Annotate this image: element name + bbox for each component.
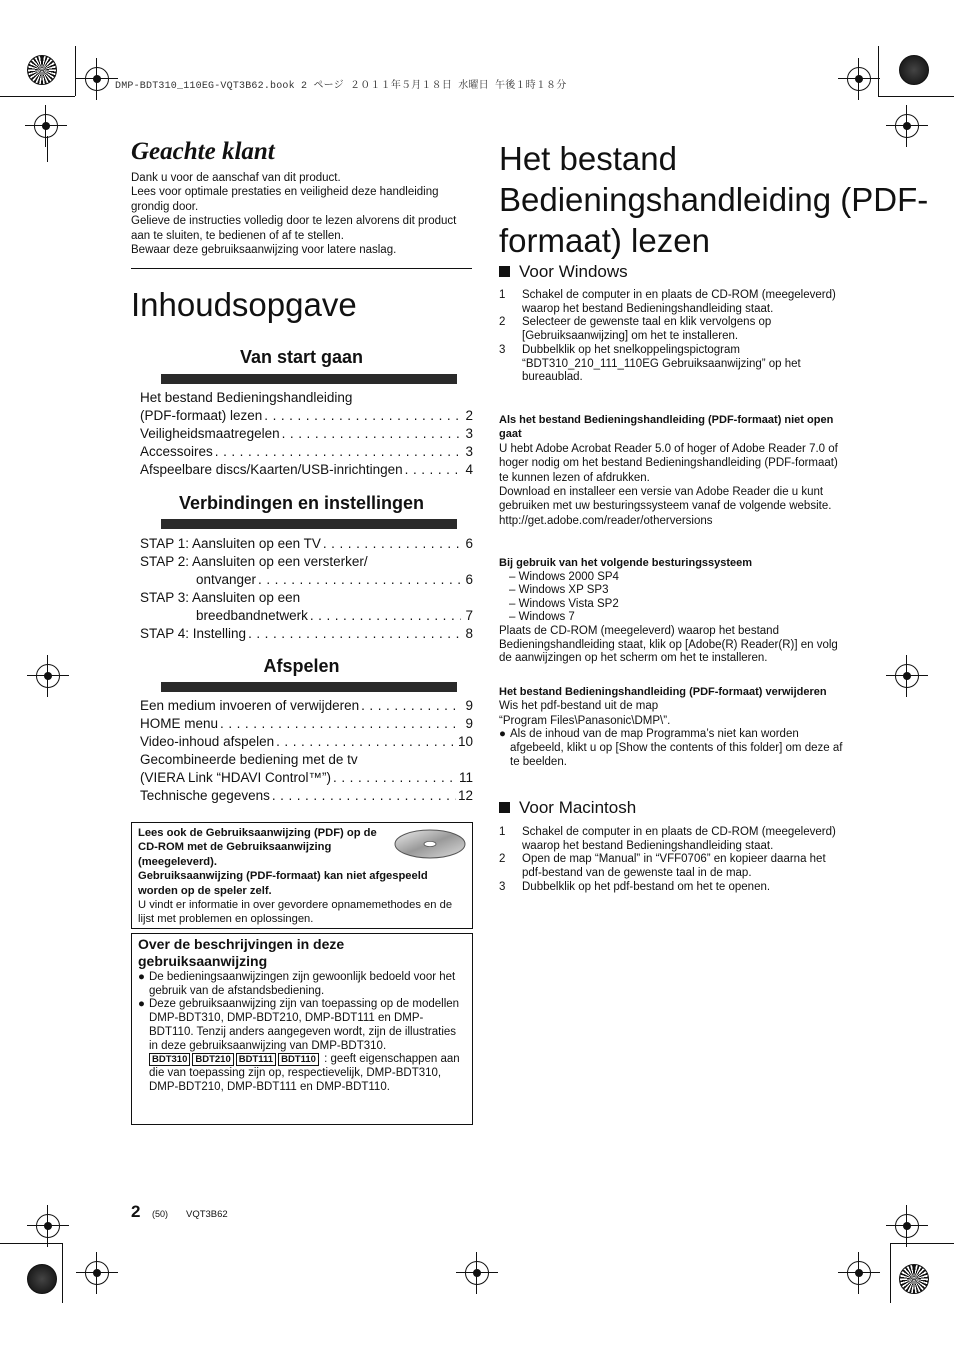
square-bullet-icon	[499, 802, 510, 813]
pdf-info-bold: Gebruiksaanwijzing (PDF-formaat) kan niet afgespeeld worden op de speler zelf.	[138, 870, 428, 897]
registration-mark-icon	[465, 1261, 489, 1285]
greeting-heading: Geachte klant	[131, 138, 275, 165]
step-number: 1	[499, 826, 506, 838]
toc-entry-text: (PDF-formaat) lezen	[140, 408, 263, 423]
toc-entry-text: Afspeelbare discs/Kaarten/USB-inrichtingen	[140, 462, 403, 477]
remove-text: Wis het pdf-bestand uit de map	[499, 700, 659, 713]
step-number: 2	[499, 853, 506, 866]
square-bullet-icon	[499, 266, 510, 277]
model-tag: BDT310	[149, 1053, 190, 1066]
toc-entry[interactable]	[140, 751, 473, 769]
toc-entry[interactable]	[140, 425, 473, 443]
divider	[131, 268, 472, 269]
step-item	[499, 853, 844, 880]
step-item	[499, 316, 844, 343]
bullet-icon: ●	[138, 971, 145, 983]
about-descriptions-title: Over de beschrijvingen in deze gebruiksaanwijzing	[138, 936, 345, 969]
os-heading: Bij gebruik van het volgende besturingssysteem	[499, 557, 753, 569]
os-item: – Windows 7	[509, 611, 575, 624]
crop-line	[878, 96, 954, 97]
bullet-icon: ●	[138, 998, 145, 1011]
crop-line	[75, 46, 76, 96]
toc-entry-text: HOME menu	[140, 716, 219, 731]
model-tags-line	[138, 1053, 466, 1094]
toc-page-number: 6	[465, 572, 473, 587]
toc-section-title: Verbindingen en instellingen	[178, 493, 425, 513]
toc-entry-text: Veiligheidsmaatregelen	[140, 426, 280, 441]
bullet-text: Deze gebruiksaanwijzing zijn van toepassing op de modellen DMP-BDT310, DMP-BDT210, DMP-BDT111 en DMP-BDT110. Tenzij anders aangegeven wordt, zijn de illustraties in deze gebruiksaanwijzing van DMP-BDT310.	[149, 998, 460, 1052]
model-tag-text: : geeft eigenschappen aan die van toepassing zijn op, respectievelijk, DMP-BDT310, DMP-BDT210, DMP-BDT111 en DMP-BDT110.	[149, 1053, 460, 1093]
intro-line: Gelieve de instructies volledig door te lezen alvorens dit product aan te sluiten, te bedienen of af te stellen.	[131, 215, 457, 242]
toc-page-number: 10	[457, 734, 473, 749]
registration-mark-icon	[36, 1214, 60, 1238]
toc-entry[interactable]	[140, 553, 473, 571]
adobe-url[interactable]: http://get.adobe.com/reader/otherversions	[499, 514, 713, 527]
os-item: – Windows Vista SP2	[509, 597, 619, 610]
registration-mark-icon	[85, 1261, 109, 1285]
toc-page-number: 4	[465, 462, 473, 477]
pdf-info-body: U vindt er informatie in over gevordere opnamemethodes en de lijst met problemen en oplossingen.	[138, 899, 453, 926]
about-descriptions-box	[131, 933, 473, 1125]
step-item	[499, 881, 844, 895]
toc-entry-text: breedbandnetwerk	[196, 608, 308, 623]
step-text: Schakel de computer in en plaats de CD-ROM (meegeleverd) waarop het bestand Bedieningshandleiding staat.	[522, 826, 836, 852]
toc-entry-text: Accessoires	[140, 444, 213, 459]
toc-entry-text: STAP 1: Aansluiten op een TV	[140, 536, 321, 551]
crop-line	[878, 46, 879, 96]
toc-entry-text: ontvanger	[196, 572, 257, 587]
toc-page-number: 12	[457, 788, 473, 803]
model-tag: BDT111	[236, 1053, 276, 1066]
toc-list	[140, 697, 473, 805]
mac-subheading	[499, 798, 636, 818]
windows-title: Voor Windows	[519, 262, 628, 281]
toc-entry-text: Gecombineerde bediening met de tv	[140, 752, 358, 767]
step-item	[499, 344, 844, 385]
toc-page-number: 3	[465, 444, 473, 459]
os-item: – Windows 2000 SP4	[509, 570, 619, 583]
toc-section-title: Afspelen	[263, 656, 340, 676]
toc-page-number: 8	[465, 626, 473, 641]
pdf-info-bold: Lees ook de Gebruiksaanwijzing (PDF) op de CD-ROM met de Gebruiksaanwijzing (meegeleverd).	[138, 827, 377, 868]
registration-mark-icon	[36, 664, 60, 688]
crop-line	[0, 1243, 62, 1244]
print-header: DMP-BDT310_110EG-VQT3B62.book 2 ページ ２０１１年５月１８日 水曜日 午後１時１８分	[115, 81, 567, 92]
remove-text: “Program Files\Panasonic\DMP\”.	[499, 714, 671, 727]
registration-mark-icon	[847, 67, 871, 91]
toc-page-number: 6	[465, 536, 473, 551]
registration-seal-icon	[27, 55, 57, 85]
step-text: Schakel de computer in en plaats de CD-ROM (meegeleverd) waarop het bestand Bedieningshandleiding staat.	[522, 289, 836, 315]
toc-entry-text: Technische gegevens	[140, 788, 270, 803]
toc-section-title: Van start gaan	[239, 347, 364, 367]
registration-seal-icon	[27, 1264, 57, 1294]
page-number-small: (50)	[152, 1209, 169, 1219]
intro-line: Lees voor optimale prestaties en veiligheid deze handleiding grondig door.	[131, 186, 439, 213]
registration-mark-icon	[34, 114, 58, 138]
step-text: Selecteer de gewenste taal en klik vervolgens op [Gebruiksaanwijzing] om het te installeren.	[522, 316, 772, 343]
registration-seal-icon	[899, 1264, 929, 1294]
toc-entry[interactable]	[140, 407, 473, 425]
toc-page-number: 3	[465, 426, 473, 441]
toc-entry[interactable]	[140, 697, 473, 715]
toc-entry-text: STAP 2: Aansluiten op een versterker/	[140, 554, 368, 569]
os-section	[499, 557, 844, 666]
toc-entry-text: Het bestand Bedieningshandleiding	[140, 390, 353, 405]
toc-entry-text: Een medium invoeren of verwijderen	[140, 698, 360, 713]
toc-list	[140, 389, 473, 479]
pdf-info-box	[131, 822, 473, 929]
toc-entry[interactable]	[140, 787, 473, 805]
toc-page-number: 9	[465, 716, 473, 731]
about-descriptions-body	[138, 971, 466, 1094]
bullet-item	[138, 998, 466, 1053]
mac-steps	[499, 826, 844, 895]
remove-heading: Het bestand Bedieningshandleiding (PDF-formaat) verwijderen	[499, 686, 827, 698]
toc-entry-text: STAP 3: Aansluiten op een	[140, 590, 301, 605]
bullet-item	[138, 971, 466, 998]
toc-page-number: 2	[465, 408, 473, 423]
toc-entry[interactable]	[140, 733, 473, 751]
not-open-text: U hebt Adobe Acrobat Reader 5.0 of hoger of Adobe Reader 7.0 of hoger nodig om het bestand Bedieningshandleiding (PDF-formaat) te kunnen lezen of afdrukken.	[499, 442, 838, 484]
model-tag: BDT110	[278, 1053, 319, 1066]
toc-entry[interactable]	[140, 535, 473, 553]
mac-title: Voor Macintosh	[519, 798, 637, 817]
toc-entry[interactable]	[140, 769, 473, 787]
registration-mark-icon	[895, 664, 919, 688]
section-bar	[161, 374, 457, 384]
remove-section	[499, 685, 844, 769]
pdf-info-text	[138, 826, 463, 927]
section-bar	[161, 682, 457, 692]
toc-entry[interactable]	[140, 589, 473, 607]
section-bar	[161, 519, 457, 529]
step-item	[499, 289, 844, 316]
toc-entry[interactable]	[140, 443, 473, 461]
document-code: VQT3B62	[186, 1209, 228, 1220]
crop-line	[0, 96, 75, 97]
page-number: 2	[131, 1202, 141, 1221]
not-open-text: Download en installeer een versie van Adobe Reader die u kunt gebruiken met uw besturingssysteem vanaf de volgende website.	[499, 486, 832, 513]
toc-entry-text: (VIERA Link “HDAVI Control™”)	[140, 770, 332, 785]
toc-entry[interactable]	[140, 625, 473, 643]
windows-subheading	[499, 262, 628, 282]
step-number: 1	[499, 289, 506, 301]
windows-steps	[499, 289, 844, 385]
registration-mark-icon	[85, 67, 109, 91]
toc-entry[interactable]	[140, 389, 473, 407]
os-item: – Windows XP SP3	[509, 584, 609, 597]
bullet-text: Als de inhoud van de map Programma’s niet kan worden afgebeeld, klikt u op [Show the contents of this folder] om deze af te beelden.	[510, 728, 843, 768]
toc-entry-text: STAP 4: Instelling	[140, 626, 247, 641]
registration-mark-icon	[895, 114, 919, 138]
crop-line	[890, 1243, 891, 1303]
step-text: Dubbelklik op het pdf-bestand om het te openen.	[522, 880, 771, 893]
step-number: 2	[499, 316, 506, 329]
model-tag: BDT210	[192, 1053, 233, 1066]
step-text: Open de map “Manual” in “VFF0706” en kopieer daarna het pdf-bestand van de gewenste taal in de map.	[522, 853, 826, 880]
registration-mark-icon	[847, 1261, 871, 1285]
not-open-section	[499, 413, 844, 528]
bullet-item	[499, 728, 844, 769]
intro-line: Dank u voor de aanschaf van dit product.	[131, 172, 341, 184]
toc-entry[interactable]	[140, 571, 473, 589]
toc-title: Inhoudsopgave	[131, 286, 357, 323]
bullet-text: De bedieningsaanwijzingen zijn gewoonlijk bedoeld voor het gebruik van de afstandsbediening.	[149, 971, 456, 997]
toc-list	[140, 535, 473, 643]
toc-entry[interactable]	[140, 715, 473, 733]
pdf-heading: Het bestand Bedieningshandleiding (PDF-formaat) lezen	[499, 140, 929, 259]
toc-page-number: 9	[465, 698, 473, 713]
registration-seal-icon	[899, 55, 929, 85]
crop-line	[890, 1243, 954, 1244]
toc-page-number: 7	[465, 608, 473, 623]
step-number: 3	[499, 880, 506, 893]
toc-entry[interactable]	[140, 461, 473, 479]
crop-line	[47, 136, 48, 162]
os-text: Plaats de CD-ROM (meegeleverd) waarop het bestand Bedieningshandleiding staat, klik op [Adobe(R) Reader(R)] en volg de aanwijzingen op het scherm om het te installeren.	[499, 624, 838, 665]
intro-line: Bewaar deze gebruiksaanwijzing voor latere naslag.	[131, 244, 397, 257]
toc-page-number: 11	[458, 770, 473, 785]
toc-entry-text: Video-inhoud afspelen	[140, 734, 275, 749]
step-number: 3	[499, 343, 506, 356]
crop-line	[62, 1243, 63, 1303]
not-open-heading: Als het bestand Bedieningshandleiding (PDF-formaat) niet open gaat	[499, 414, 834, 441]
registration-mark-icon	[895, 1214, 919, 1238]
intro-text	[131, 171, 476, 257]
step-text: Dubbelklik op het snelkoppelingspictogram “BDT310_210_111_110EG Gebruiksaanwijzing” op het bureaublad.	[522, 343, 801, 384]
toc-entry[interactable]	[140, 607, 473, 625]
bullet-icon: ●	[499, 728, 506, 741]
step-item	[499, 826, 844, 853]
